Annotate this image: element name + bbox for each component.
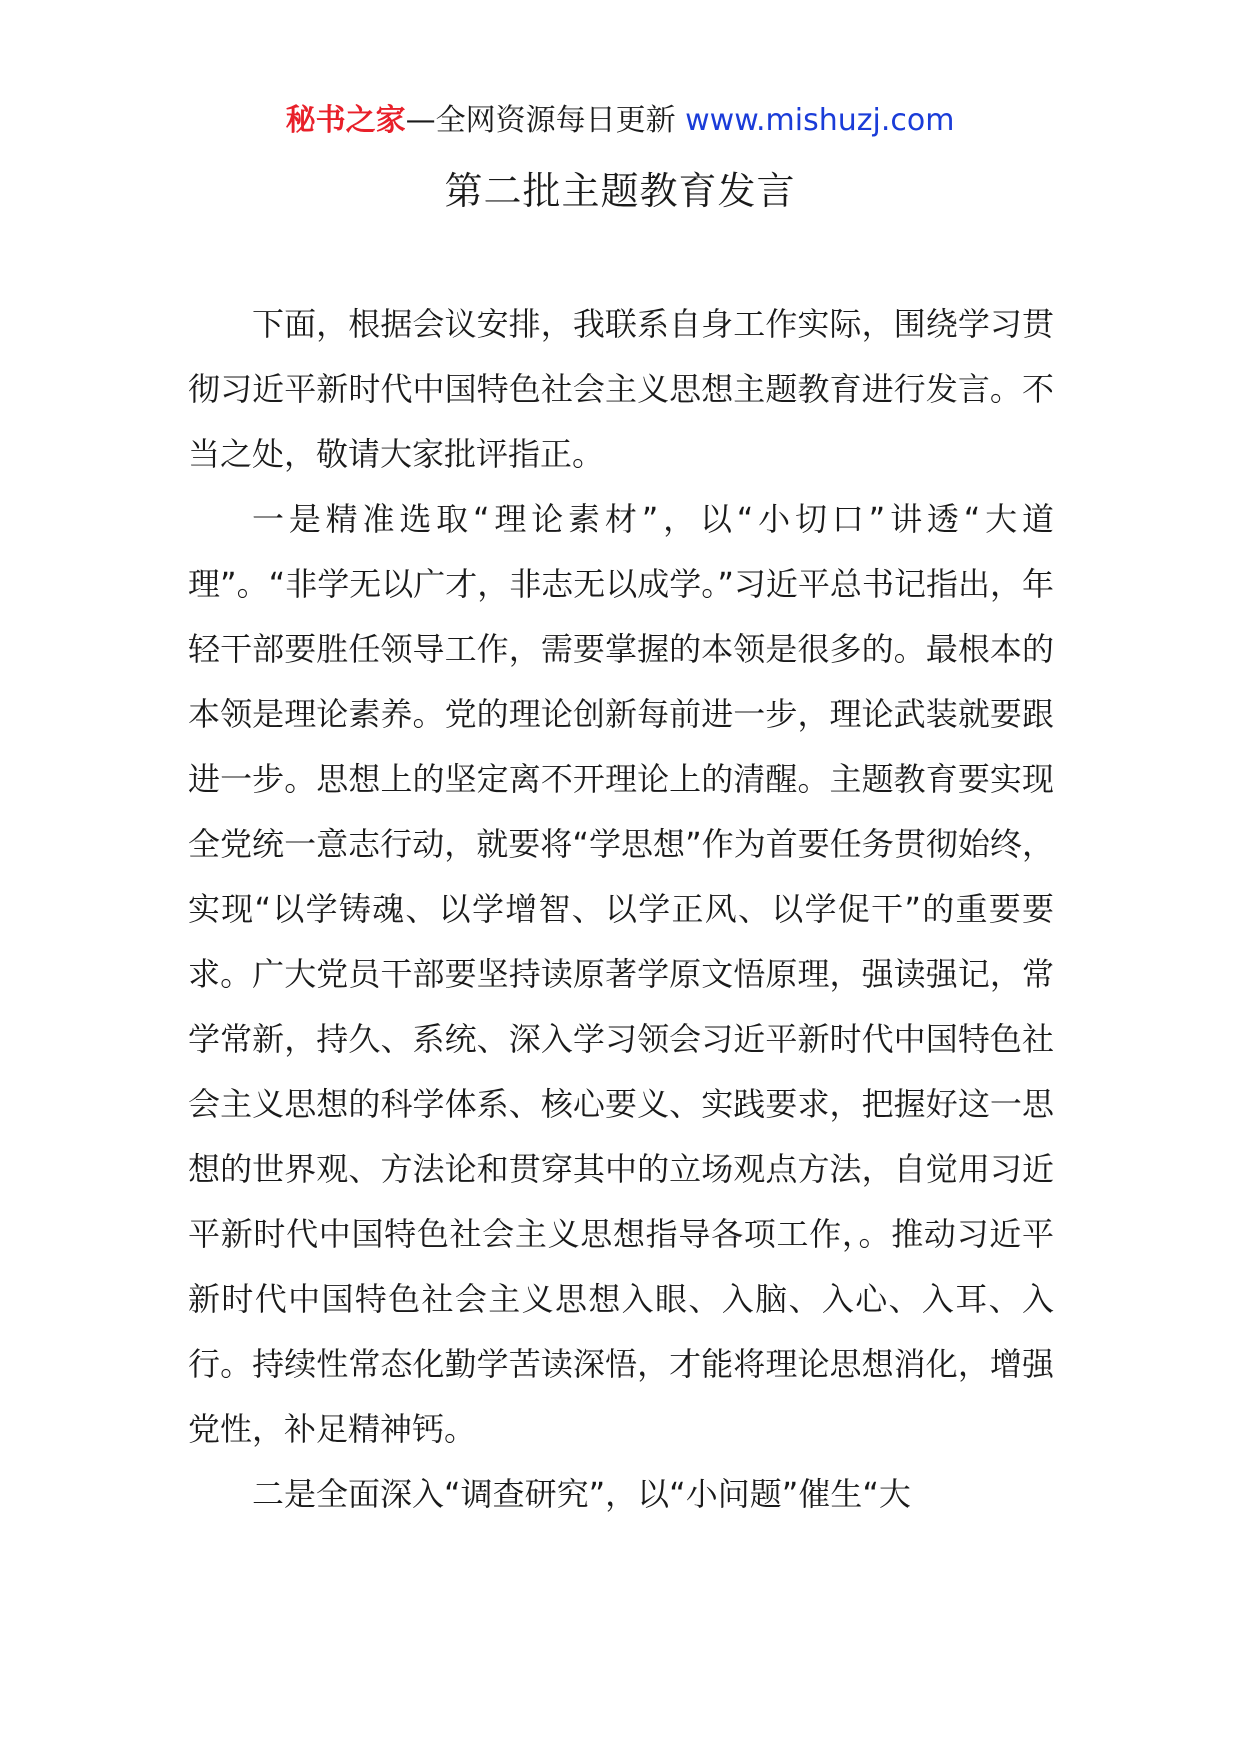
paragraph-point-one: 一是精准选取“理论素材”，以“小切口”讲透“大道理”。“非学无以广才，非志无以成学。”习近平总书记指出，年轻干部要胜任领导工作，需要掌握的本领是很多的。最根本的本领是理论素养。党的理论创新每前进一步，理论武装就要跟进一步。思想上的坚定离不开理论上的清醒。主题教育要实现全党统一意志行动，就要将“学思想”作为首要任务贯彻始终，实现“以学铸魂、以学增智、以学正风、以学促干”的重要要求。广大党员干部要坚持读原著学原文悟原理，强读强记，常学常新，持久、系统、深入学习领会习近平新时代中国特色社会主义思想的科学体系、核心要义、实践要求，把握好这一思想的世界观、方法论和贯穿其中的立场观点方法，自觉用习近平新时代中国特色社会主义思想指导各项工作，。推动习近平新时代中国特色社会主义思想入眼、入脑、入心、入耳、入行。持续性常态化勤学苦读深悟，才能将理论思想消化，增强党性，补足精神钙。 [188, 500, 1054, 1448]
document-body [188, 292, 1054, 1527]
site-header [0, 101, 1240, 141]
site-tagline: —全网资源每日更新 [405, 103, 676, 138]
site-brand: 秘书之家 [285, 103, 406, 138]
document-title: 第二批主题教育发言 [444, 169, 796, 213]
paragraph-intro: 下面，根据会议安排，我联系自身工作实际，围绕学习贯彻习近平新时代中国特色社会主义思想主题教育进行发言。不当之处，敬请大家批评指正。 [188, 305, 1054, 473]
paragraph-point-two: 二是全面深入“调查研究”，以“小问题”催生“大 [252, 1475, 911, 1513]
site-url-link[interactable]: www.mishuzj.com [685, 103, 955, 138]
